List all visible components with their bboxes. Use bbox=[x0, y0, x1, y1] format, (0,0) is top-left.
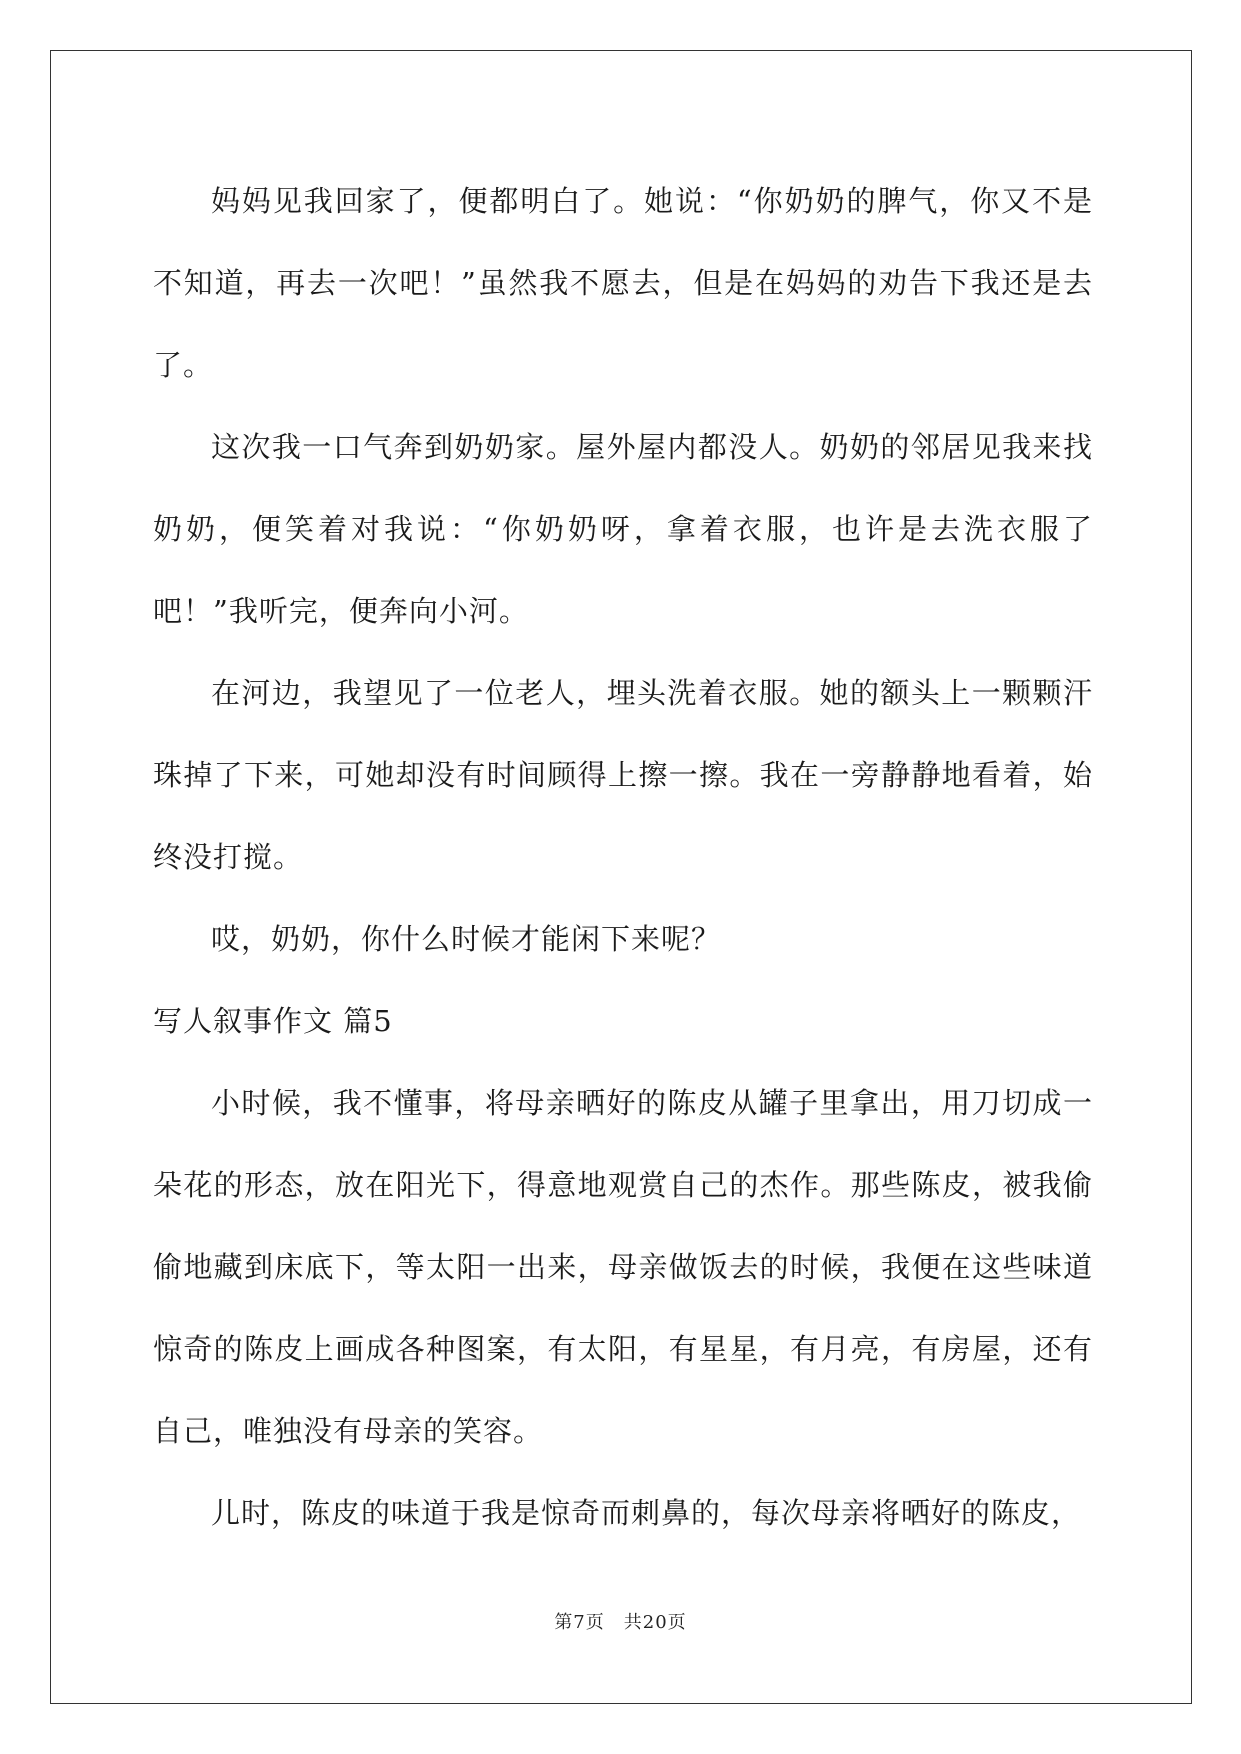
paragraph: 小时候，我不懂事，将母亲晒好的陈皮从罐子里拿出，用刀切成一朵花的形态，放在阳光下，得意地观赏自己的杰作。那些陈皮，被我偷偷地藏到床底下，等太阳一出来，母亲做饭去的时候，我便在这些味道惊奇的陈皮上画成各种图案，有太阳，有星星，有月亮，有房屋，还有自己，唯独没有母亲的笑容。 bbox=[153, 1086, 1093, 1448]
paragraph: 在河边，我望见了一位老人，埋头洗着衣服。她的额头上一颗颗汗珠掉了下来，可她却没有时间顾得上擦一擦。我在一旁静静地看着，始终没打搅。 bbox=[153, 676, 1093, 874]
paragraph: 妈妈见我回家了，便都明白了。她说：“你奶奶的脾气，你又不是不知道，再去一次吧！”虽然我不愿去，但是在妈妈的劝告下我还是去了。 bbox=[153, 184, 1093, 382]
section-heading: 写人叙事作文 篇5 bbox=[153, 1004, 393, 1038]
paragraph: 儿时，陈皮的味道于我是惊奇而刺鼻的，每次母亲将晒好的陈皮， bbox=[211, 1496, 1082, 1530]
document-body bbox=[153, 160, 1093, 1554]
page-number-footer: 第7页 共20页 bbox=[554, 1612, 687, 1633]
paragraph: 哎，奶奶，你什么时候才能闲下来呢？ bbox=[211, 922, 722, 956]
paragraph: 这次我一口气奔到奶奶家。屋外屋内都没人。奶奶的邻居见我来找奶奶，便笑着对我说：“你奶奶呀，拿着衣服，也许是去洗衣服了吧！”我听完，便奔向小河。 bbox=[153, 430, 1093, 628]
